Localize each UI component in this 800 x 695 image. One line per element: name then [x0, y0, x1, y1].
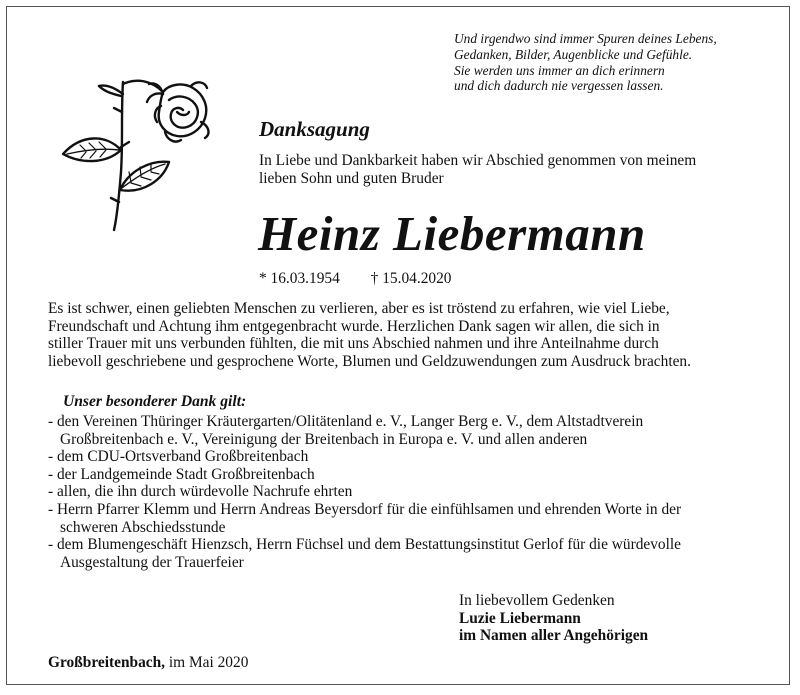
list-item: [48, 448, 788, 466]
intro-text: [259, 152, 779, 187]
closing-signature: [459, 592, 648, 645]
list-item-line: - dem CDU-Ortsverband Großbreitenbach: [48, 448, 309, 466]
body-line: liebevoll geschriebene und gesprochene Worte, Blumen und Geldzuwendungen zum Ausdruck brachten.: [48, 352, 691, 370]
place-city: Großbreitenbach,: [48, 654, 166, 671]
deceased-name: Heinz Liebermann: [258, 206, 646, 261]
list-item: [48, 501, 788, 536]
poem-quote: [454, 31, 784, 94]
heading: Danksagung: [259, 117, 370, 141]
rose-icon: [51, 72, 226, 242]
closing-line: In liebevollem Gedenken: [459, 592, 615, 609]
list-item: [48, 413, 788, 448]
poem-line: Gedanken, Bilder, Augenblicke und Gefühle.: [454, 46, 693, 62]
intro-line: lieben Sohn und guten Bruder: [259, 169, 444, 187]
thanks-list: [48, 413, 788, 571]
body-line: Freundschaft und Achtung ihm entgegenbracht wurde. Herzlichen Dank sagen wir allen, die sich in: [48, 317, 660, 335]
poem-line: und dich dadurch nie vergessen lassen.: [454, 78, 664, 94]
place-date: [48, 654, 248, 672]
place-month: im Mai 2020: [168, 654, 249, 671]
birth-date: * 16.03.1954: [259, 270, 340, 287]
life-dates: [259, 270, 451, 288]
list-item-line: - allen, die ihn durch würdevolle Nachrufe ehrten: [48, 483, 353, 501]
body-line: stiller Trauer mit uns verbunden fühlten, die mit uns Abschied nahmen und ihre Anteilnahme durch: [48, 335, 659, 353]
list-item: [48, 536, 788, 571]
body-paragraph: [48, 300, 788, 370]
list-item-line: - Herrn Pfarrer Klemm und Herrn Andreas Beyersdorf für die einfühlsamen und ehrenden Worte in der: [48, 500, 682, 518]
signer-note: im Namen aller Angehörigen: [459, 627, 649, 645]
list-item-line: - dem Blumengeschäft Hienzsch, Herrn Füchsel und dem Bestattungsinstitut Gerlof für die würdevolle: [48, 536, 681, 554]
thanks-title: Unser besonderer Dank gilt:: [63, 393, 247, 410]
list-item-line: Großbreitenbach e. V., Vereinigung der Breitenbach in Europa e. V. und allen anderen: [60, 430, 588, 448]
body-line: Es ist schwer, einen geliebten Menschen zu verlieren, aber es ist tröstend zu erfahren, wie viel Liebe,: [48, 300, 670, 317]
list-item-line: Ausgestaltung der Trauerfeier: [60, 553, 244, 571]
death-date: † 15.04.2020: [370, 270, 452, 287]
poem-line: Und irgendwo sind immer Spuren deines Lebens,: [454, 31, 717, 46]
list-item-line: - der Landgemeinde Stadt Großbreitenbach: [48, 465, 315, 483]
list-item-line: schweren Abschiedsstunde: [60, 518, 226, 536]
list-item: [48, 466, 788, 484]
list-item: [48, 483, 788, 501]
poem-line: Sie werden uns immer an dich erinnern: [454, 62, 665, 78]
notice-frame: [6, 6, 790, 685]
list-item-line: - den Vereinen Thüringer Kräutergarten/Olitätenland e. V., Langer Berg e. V., dem Altstadtverein: [48, 413, 644, 430]
signer-name: Luzie Liebermann: [459, 609, 581, 627]
intro-line: In Liebe und Dankbarkeit haben wir Abschied genommen von meinem: [259, 152, 697, 169]
